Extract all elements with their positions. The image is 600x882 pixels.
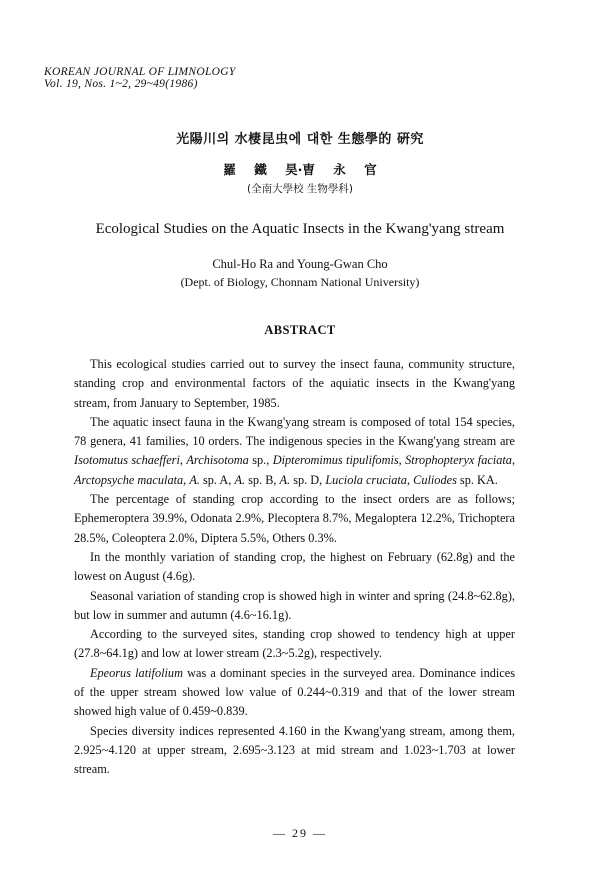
species-name: Dipteromimus tipulifomis [272,453,399,468]
abstract-body [74,355,515,780]
korean-authors: 羅 鐵 昊·曺 永 官 [223,162,377,177]
species-name: A. [189,472,200,487]
species-name: Arctopsyche maculata [74,472,184,487]
abstract-paragraph-3: The percentage of standing crop according to the insect orders are as follows; Ephemeroptera 39.9%, Odonata 2.9%, Plecoptera 8.7%, Megaloptera 12.2%, Trichoptera 28.5%, Coleoptera 2.0%, Diptera 5.5%, Others 0.3%. [74,492,515,545]
journal-volume: Vol. 19, Nos. 1~2, 29~49(1986) [44,78,198,90]
abstract-paragraph-7 [74,664,515,722]
species-name: A. [279,472,291,487]
english-title: Ecological Studies on the Aquatic Insects in the Kwang'yang stream [95,221,505,237]
species-name: Archisotoma [186,453,249,468]
korean-title: 光陽川의 水棲昆虫에 대한 生態學的 硏究 [176,132,424,147]
species-name: Luciola cruciata [325,472,407,487]
species-name: Strophopteryx faciata [405,453,512,468]
abstract-paragraph-2: The aquatic insect fauna in the Kwang'yang stream is composed of total 154 species, 78 genera, 41 families, 10 orders. The indigenous species in the Kwang'yang stream are Isotomutus schaefferi, Archisotoma sp., Dipteromimus tipulifomis, Strophopteryx faciata, Arctopsyche maculata, A. sp. A, A. sp. B, A. sp. D, Luciola cruciata, Culiodes sp. KA. [74,414,516,487]
abstract-paragraph-6: According to the surveyed sites, standing crop showed to tendency high at upper (27.8~64.1g) and low at lower stream (2.3~5.2g), respectively. [74,627,515,661]
page-number: — 29 — [273,826,327,840]
english-affiliation: (Dept. of Biology, Chonnam National University) [180,275,420,289]
species-name: A. [234,472,246,487]
paragraph-text: The aquatic insect fauna in the Kwang'yang stream is composed of total 154 species, 78 genera, 41 families, 10 orders. The indigenous species in the Kwang'yang stream are [74,414,515,449]
paragraph-text: sp. B, [245,472,280,487]
species-name: Epeorus latifolium [90,665,183,680]
paragraph-text: sp., [248,453,270,468]
species-name: Isotomutus schaefferi [74,453,180,468]
english-authors: Chul-Ho Ra and Young-Gwan Cho [212,257,388,271]
abstract-paragraph-8: Species diversity indices represented 4.160 in the Kwang'yang stream, among them, 2.925~4.120 at upper stream, 2.695~3.123 at mid stream and 1.023~1.703 at lower stream. [74,723,515,777]
journal-name: KOREAN JOURNAL OF LIMNOLOGY [44,66,236,78]
paragraph-text: sp. KA. [456,472,498,487]
korean-affiliation: (全南大學校 生物學科) [246,183,354,195]
abstract-paragraph-5: Seasonal variation of standing crop is showed high in winter and spring (24.8~62.8g), but low in summer and autumn (4.6~16.1g). [74,588,515,622]
paragraph-text: sp. D, [290,472,326,487]
abstract-paragraph-1: This ecological studies carried out to survey the insect fauna, community structure, standing crop and environmental factors of the aquiatic insects in the Kwang'yang stream, from January to September, 1985. [74,357,515,410]
paragraph-text: was a dominant species in the surveyed area. Dominance indices of the upper stream showed low value of 0.244~0.319 and that of the lower stream showed high value of 0.459~0.839. [74,665,515,719]
journal-header [44,66,236,90]
paragraph-text: sp. A, [199,472,235,487]
species-name: Culiodes [413,472,457,487]
abstract-paragraph-4: In the monthly variation of standing crop, the highest on February (62.8g) and the lowest on August (4.6g). [74,549,515,584]
abstract-heading: ABSTRACT [264,323,336,337]
